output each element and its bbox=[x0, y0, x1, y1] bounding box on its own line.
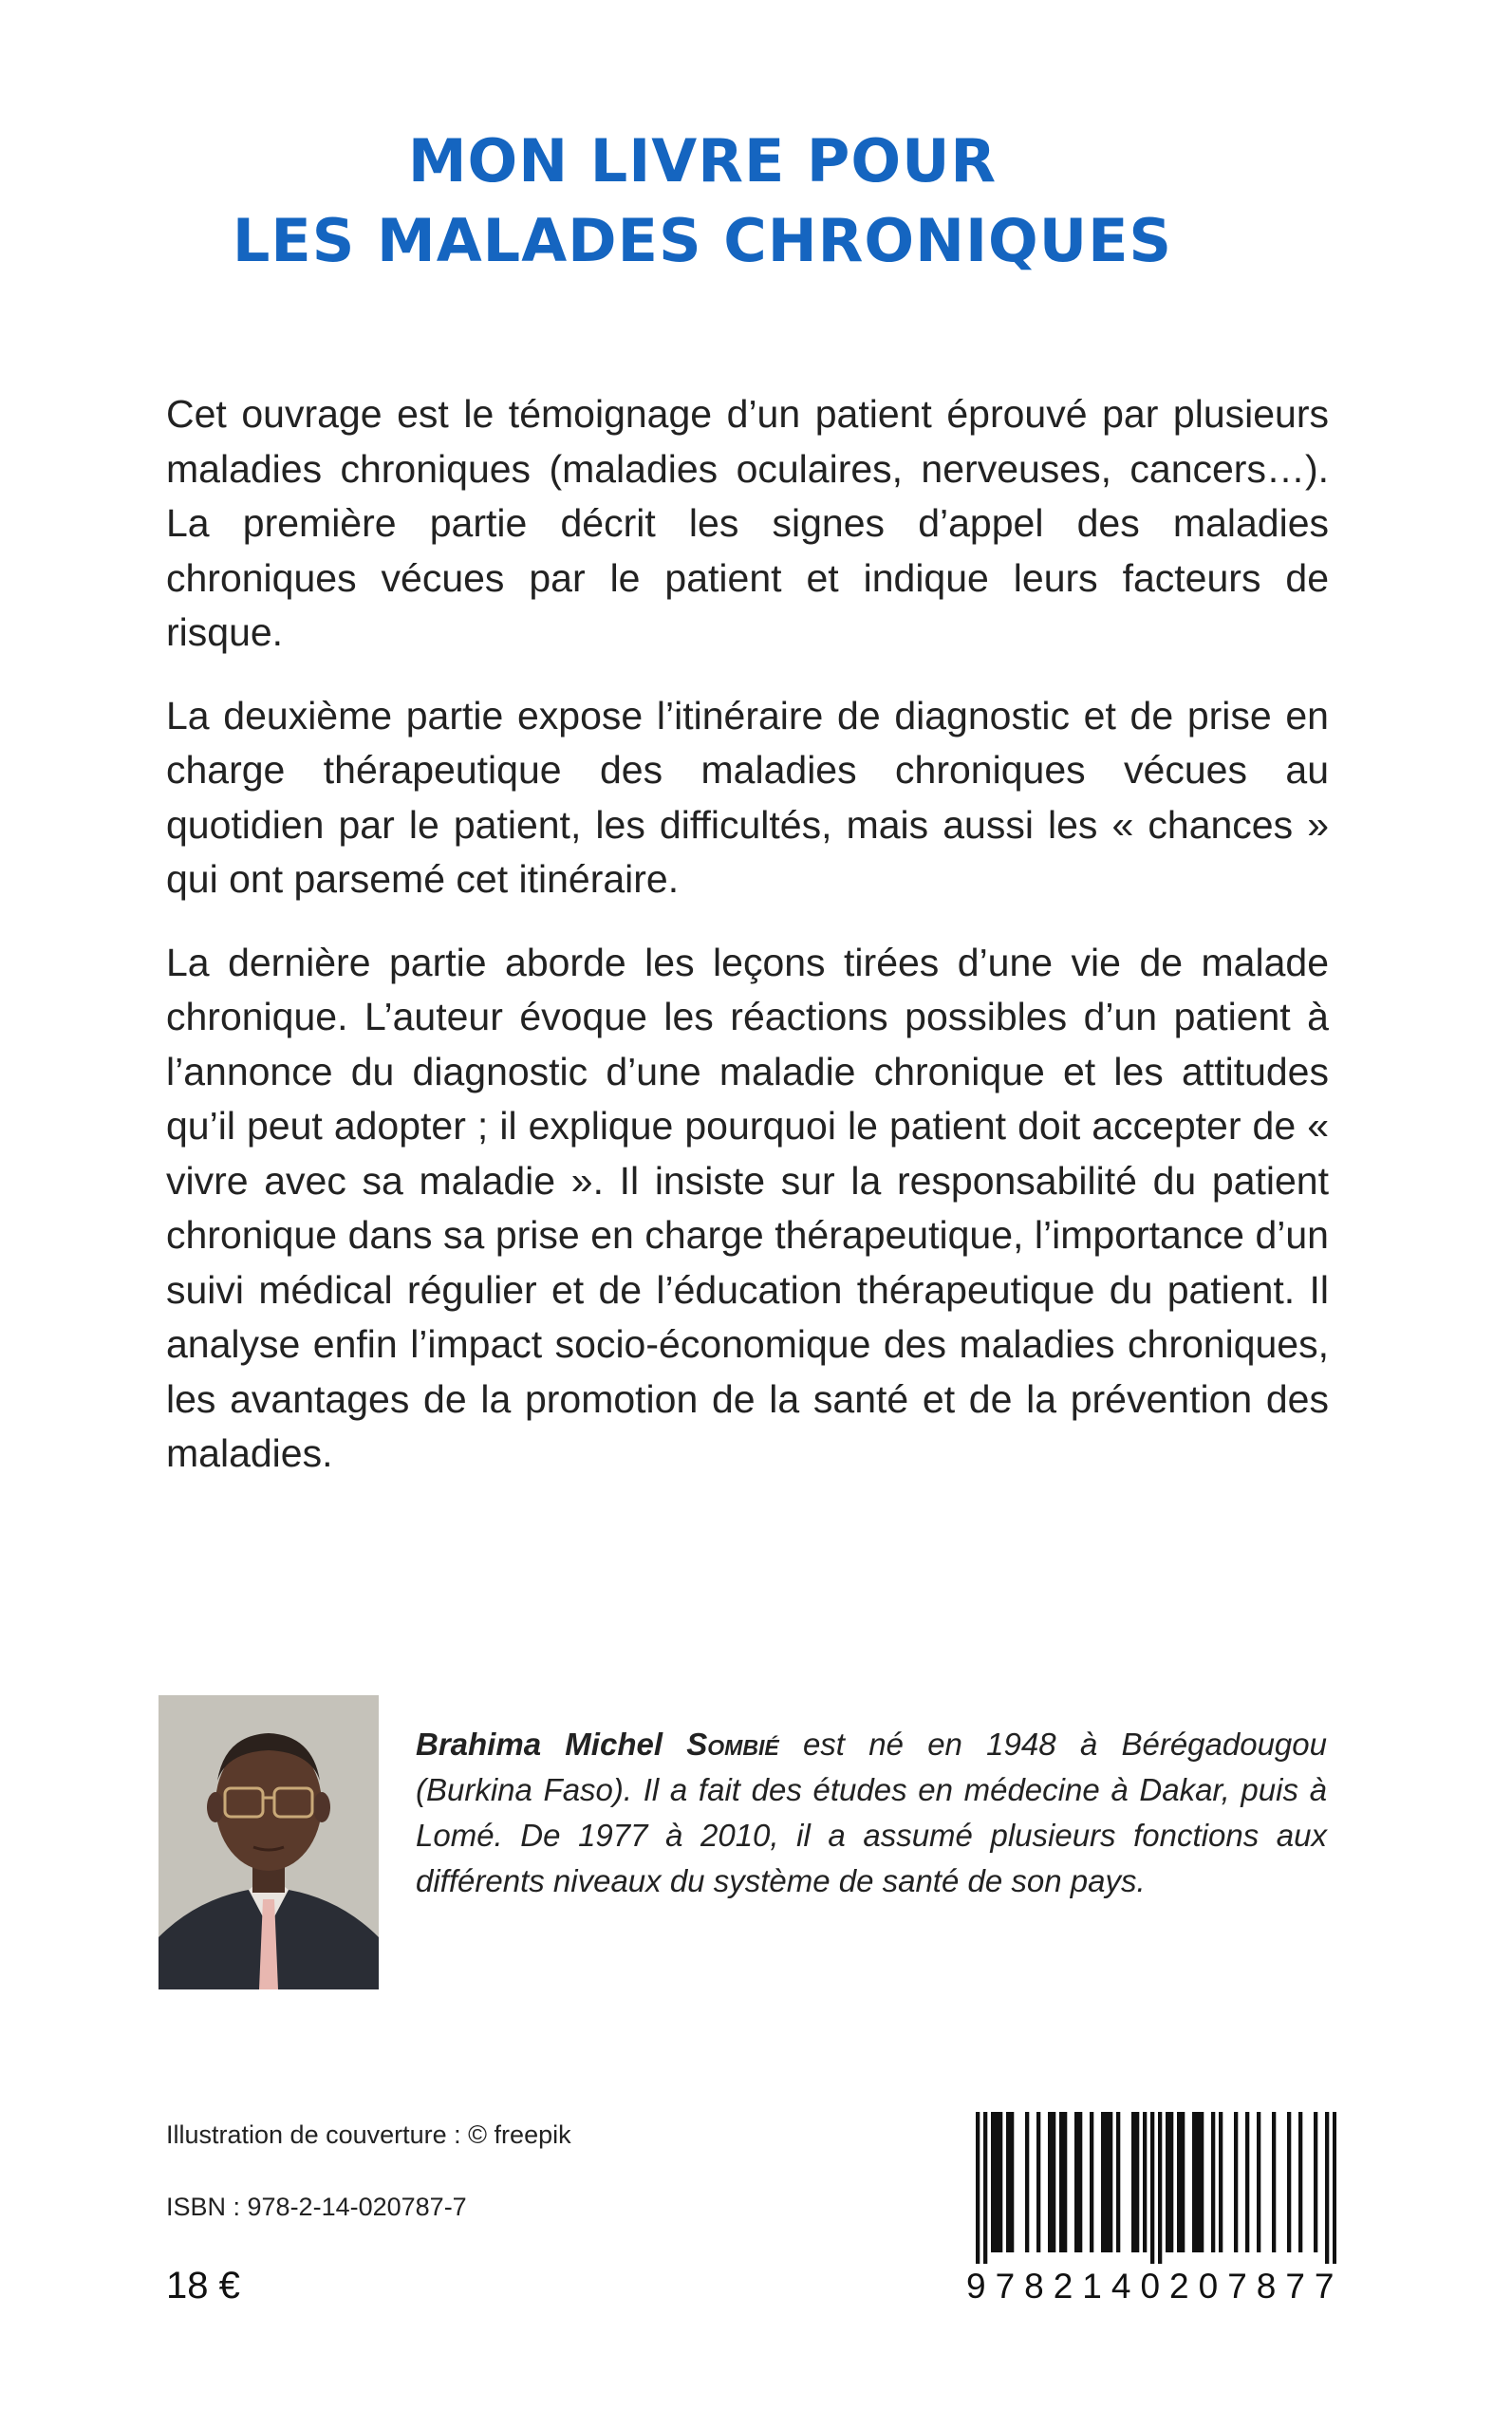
isbn: ISBN : 978-2-14-020787-7 bbox=[166, 2193, 467, 2221]
barcode-bar bbox=[1090, 2112, 1093, 2252]
back-cover-summary bbox=[166, 387, 1329, 1510]
barcode-bar bbox=[1025, 2112, 1029, 2252]
author-first-names: Brahima Michel bbox=[416, 1727, 663, 1762]
barcode-bar bbox=[1200, 2112, 1204, 2252]
summary-paragraph-2: La deuxième partie expose l’itinéraire de diagnostic et de prise en charge thérapeutique des maladies chroniques vécues au quotidien par le patient, les difficultés, mais aussi les « chances » qui ont parsemé cet itinéraire. bbox=[166, 693, 1329, 901]
barcode-bar bbox=[1143, 2112, 1147, 2252]
barcode-bar bbox=[1314, 2112, 1317, 2252]
title-line-1: MON LIVRE POUR bbox=[407, 126, 998, 196]
barcode-bar bbox=[1158, 2112, 1162, 2264]
barcode-bar bbox=[1006, 2112, 1010, 2252]
barcode-bar bbox=[1105, 2112, 1109, 2252]
barcode-bar bbox=[991, 2112, 995, 2252]
author-bio-text: est né en 1948 à Bérégadougou (Burkina Faso). Il a fait des études en médecine à Dakar, puis à Lomé. De 1977 à 2010, il a assumé plusieurs fonctions aux différents niveaux du système de santé de son pays. bbox=[416, 1727, 1327, 1898]
summary-paragraph-3: La dernière partie aborde les leçons tirées d’une vie de malade chronique. L’auteur évoque les réactions possibles d’un patient à l’annonce du diagnostic d’une maladie chronique et les attitudes qu’il peut adopter ; il explique pourquoi le patient doit accepter de « vivre avec sa maladie ». Il insiste sur la responsabilité du patient chronique dans sa prise en charge thérapeutique, l’importance d’un suivi médical régulier et de l’éducation thérapeutique du patient. Il analyse enfin l’impact socio-économique des maladies chroniques, les avantages de la promotion de la santé et de la prévention des maladies. bbox=[166, 940, 1329, 1475]
barcode-bar bbox=[1196, 2112, 1200, 2252]
barcode-bar bbox=[1333, 2112, 1336, 2264]
title-line-2: LES MALADES CHRONIQUES bbox=[232, 206, 1173, 275]
barcode bbox=[976, 2112, 1336, 2292]
barcode-bar bbox=[1074, 2112, 1078, 2252]
author-photo bbox=[159, 1695, 379, 1989]
summary-paragraph-1: Cet ouvrage est le témoignage d’un patient éprouvé par plusieurs maladies chroniques (maladies oculaires, nerveuses, cancers…). La première partie décrit les signes d’appel des maladies chroniques vécues par le patient et indique leurs facteurs de risque. bbox=[166, 392, 1329, 654]
barcode-bar bbox=[1234, 2112, 1238, 2252]
barcode-bar bbox=[1063, 2112, 1067, 2252]
barcode-bar bbox=[1219, 2112, 1223, 2252]
barcode-bar bbox=[999, 2112, 1002, 2252]
barcode-bar bbox=[1169, 2112, 1173, 2252]
barcode-bar bbox=[976, 2112, 980, 2264]
barcode-bar bbox=[1078, 2112, 1082, 2252]
barcode-bar bbox=[1135, 2112, 1139, 2252]
barcode-bar bbox=[1298, 2112, 1302, 2252]
barcode-bar bbox=[1211, 2112, 1215, 2252]
author-bio bbox=[416, 1722, 1327, 1904]
barcode-bar bbox=[1272, 2112, 1276, 2252]
barcode-number: 9782140207877 bbox=[966, 2267, 1344, 2306]
barcode-bar bbox=[1036, 2112, 1040, 2252]
barcode-bar bbox=[995, 2112, 999, 2252]
barcode-bar bbox=[1116, 2112, 1120, 2252]
illustration-credit: Illustration de couverture : © freepik bbox=[166, 2120, 571, 2149]
author-surname: Sombié bbox=[686, 1727, 779, 1762]
barcode-bar bbox=[1150, 2112, 1154, 2264]
barcode-bar bbox=[1048, 2112, 1052, 2252]
barcode-bar bbox=[1245, 2112, 1249, 2252]
barcode-bar bbox=[1052, 2112, 1055, 2252]
barcode-bar bbox=[1010, 2112, 1014, 2252]
barcode-bar bbox=[1101, 2112, 1105, 2252]
barcode-bar bbox=[1059, 2112, 1063, 2252]
barcode-bar bbox=[1166, 2112, 1169, 2252]
barcode-bar bbox=[983, 2112, 987, 2264]
barcode-bar bbox=[1131, 2112, 1135, 2252]
barcode-bar bbox=[1257, 2112, 1260, 2252]
barcode-bar bbox=[1287, 2112, 1291, 2252]
barcode-bar bbox=[1325, 2112, 1329, 2264]
barcode-bar bbox=[1109, 2112, 1112, 2252]
barcode-bar bbox=[1181, 2112, 1185, 2252]
price: 18 € bbox=[166, 2265, 240, 2306]
barcode-bar bbox=[1177, 2112, 1181, 2252]
book-title bbox=[0, 121, 1405, 281]
barcode-bar bbox=[1192, 2112, 1196, 2252]
